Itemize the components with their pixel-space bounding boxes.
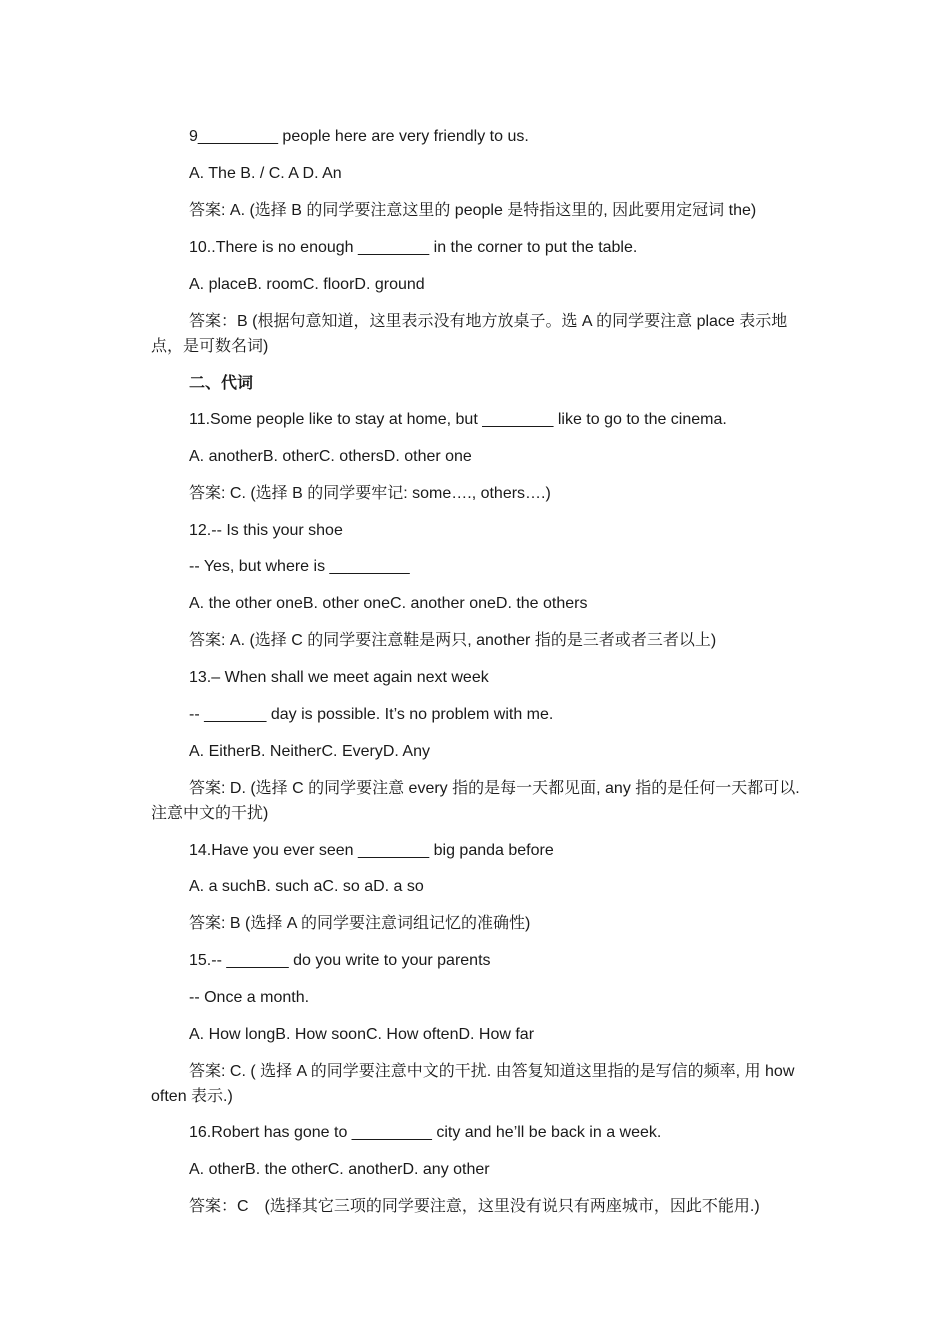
question-15: 15.-- _______ do you write to your parents [189, 952, 491, 969]
question-12-answer: 答案: A. (选择 C 的同学要注意鞋是两只, another 指的是三者或者三者以上) [189, 632, 717, 649]
question-14-answer: 答案: B (选择 A 的同学要注意词组记忆的准确性) [189, 915, 531, 932]
question-9-options: A. The B. / C. A D. An [189, 165, 342, 182]
question-15-options: A. How longB. How soonC. How oftenD. How far [189, 1026, 535, 1043]
question-13-answer: 答案: D. (选择 C 的同学要注意 every 指的是每一天都见面, any 指的是任何一天都可以.注意中文的干扰) [151, 780, 800, 822]
question-13: 13.– When shall we meet again next week [189, 669, 489, 686]
question-10-answer: 答案：B (根据句意知道，这里表示没有地方放桌子。选 A 的同学要注意 place 表示地点，是可数名词) [151, 313, 788, 355]
question-15-answer: 答案: C. ( 选择 A 的同学要注意中文的干扰. 由答复知道这里指的是写信的频率, 用 how often 表示.) [151, 1063, 795, 1105]
question-12: 12.-- Is this your shoe [189, 522, 343, 539]
question-11-options: A. anotherB. otherC. othersD. other one [189, 448, 472, 465]
question-13-options: A. EitherB. NeitherC. EveryD. Any [189, 743, 430, 760]
question-16-answer: 答案：C (选择其它三项的同学要注意，这里没有说只有两座城市，因此不能用.) [189, 1198, 760, 1215]
question-14-options: A. a suchB. such aC. so aD. a so [189, 878, 424, 895]
section-heading-pronouns: 二、代词 [189, 375, 254, 392]
question-10-options: A. placeB. roomC. floorD. ground [189, 276, 425, 293]
question-13-line-2: -- _______ day is possible. It’s no problem with me. [189, 706, 554, 723]
question-12-line-2: -- Yes, but where is _________ [189, 558, 410, 575]
question-16-options: A. otherB. the otherC. anotherD. any other [189, 1161, 490, 1178]
question-15-line-2: -- Once a month. [189, 989, 310, 1006]
question-11: 11.Some people like to stay at home, but ________ like to go to the cinema. [189, 411, 727, 428]
question-11-answer: 答案: C. (选择 B 的同学要牢记: some…., others….) [189, 485, 551, 502]
question-10: 10..There is no enough ________ in the corner to put the table. [189, 239, 638, 256]
question-9: 9_________ people here are very friendly to us. [189, 128, 529, 145]
question-9-answer: 答案: A. (选择 B 的同学要注意这里的 people 是特指这里的, 因此要用定冠词 the) [189, 202, 757, 219]
question-14: 14.Have you ever seen ________ big panda before [189, 842, 554, 859]
question-16: 16.Robert has gone to _________ city and he’ll be back in a week. [189, 1124, 662, 1141]
question-12-options: A. the other oneB. other oneC. another oneD. the others [189, 595, 588, 612]
